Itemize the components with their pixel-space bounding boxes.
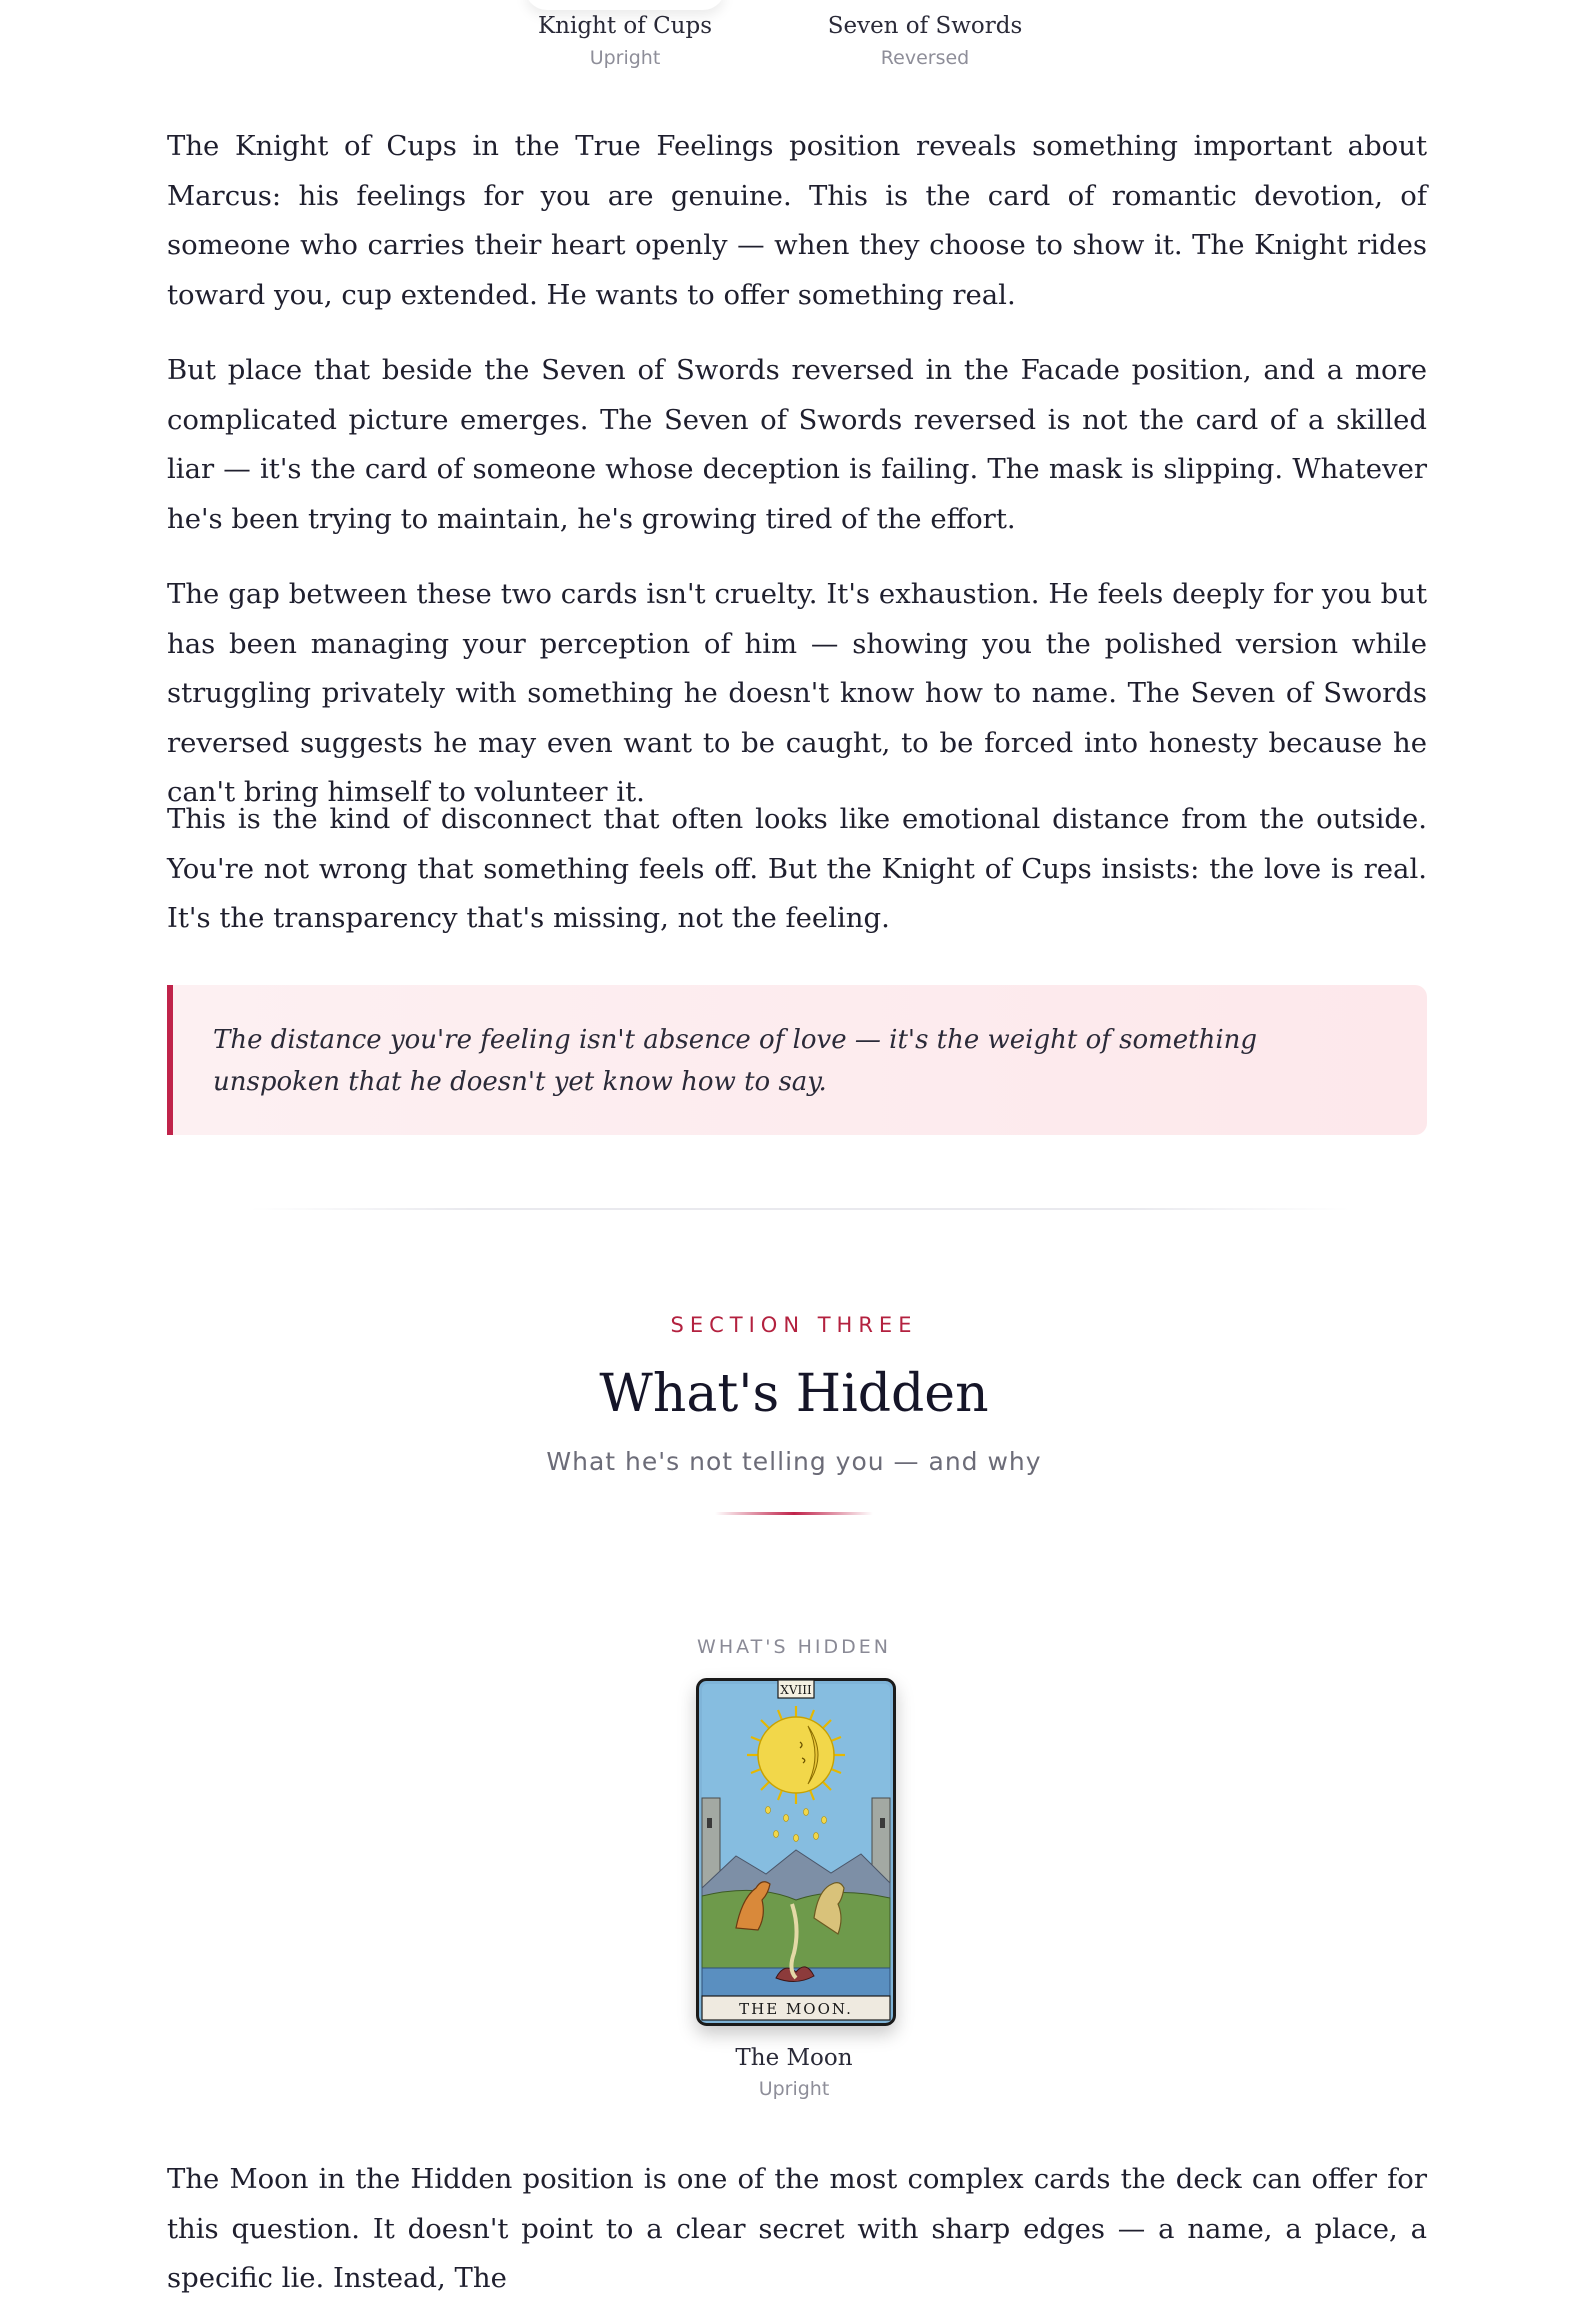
pull-quote-text: The distance you're feeling isn't absence of love — it's the weight of something unspoken that he doesn't yet know how to say.: [213, 1025, 1258, 1097]
reading-paragraph: The gap between these two cards isn't cruelty. It's exhaustion. He feels deeply for you but has been managing your perception of him — showing you the polished version while struggling privately with something he doesn't know how to name. The Seven of Swords reversed suggests he may even want to be caught, to be forced into honesty because he can't bring himself to volunteer it.: [167, 578, 1427, 808]
card-name: The Moon: [735, 2045, 853, 2071]
moon-card-caption: THE MOON.: [739, 2000, 853, 2018]
card-orientation: Upright: [589, 47, 661, 69]
reading-paragraph: But place that beside the Seven of Swords reversed in the Facade position, and a more complicated picture emerges. The Seven of Swords reversed is not the card of a skilled liar — it's the card of someone whose deception is failing. The mask is slipping. Whatever he's been trying to maintain, he's growing tired of the effort.: [167, 354, 1427, 535]
section-divider: [250, 1208, 1350, 1210]
reading-paragraph: The Moon in the Hidden position is one of the most complex cards the deck can offer for this question. It doesn't point to a clear secret with sharp edges — a name, a place, a specific lie. Instead, The: [167, 2163, 1427, 2294]
card-caption-seven-of-swords: [795, 10, 1055, 72]
section-eyebrow: SECTION THREE: [670, 1313, 918, 1337]
card-orientation: Reversed: [880, 47, 970, 69]
section-accent-rule: [715, 1512, 873, 1515]
card-orientation: Upright: [758, 2078, 830, 2100]
moon-card-numeral: XVIII: [780, 1683, 812, 1697]
reading-paragraph: The Knight of Cups in the True Feelings position reveals something important about Marcus: his feelings for you are genuine. This is the card of romantic devotion, of someone who carries their heart openly — when they choose to show it. The Knight rides toward you, cup extended. He wants to offer something real.: [167, 130, 1427, 311]
section-subtitle: What he's not telling you — and why: [546, 1447, 1042, 1476]
reading-paragraph: This is the kind of disconnect that often looks like emotional distance from the outside. You're not wrong that something feels off. But the Knight of Cups insists: the love is real. It's the transparency that's missing, not the feeling.: [167, 803, 1427, 934]
pull-quote: [167, 985, 1427, 1135]
card-pair-captions: [0, 0, 1588, 90]
card-position-label: WHAT'S HIDDEN: [697, 1636, 891, 1658]
moon-card-illustration: [696, 1678, 896, 2026]
card-caption-knight-of-cups: [495, 10, 755, 72]
card-image-edge: [525, 0, 725, 10]
moon-card-image[interactable]: [696, 1678, 896, 2026]
card-name: Seven of Swords: [827, 13, 1023, 39]
section-title: What's Hidden: [599, 1364, 989, 1424]
card-name: Knight of Cups: [537, 13, 713, 39]
